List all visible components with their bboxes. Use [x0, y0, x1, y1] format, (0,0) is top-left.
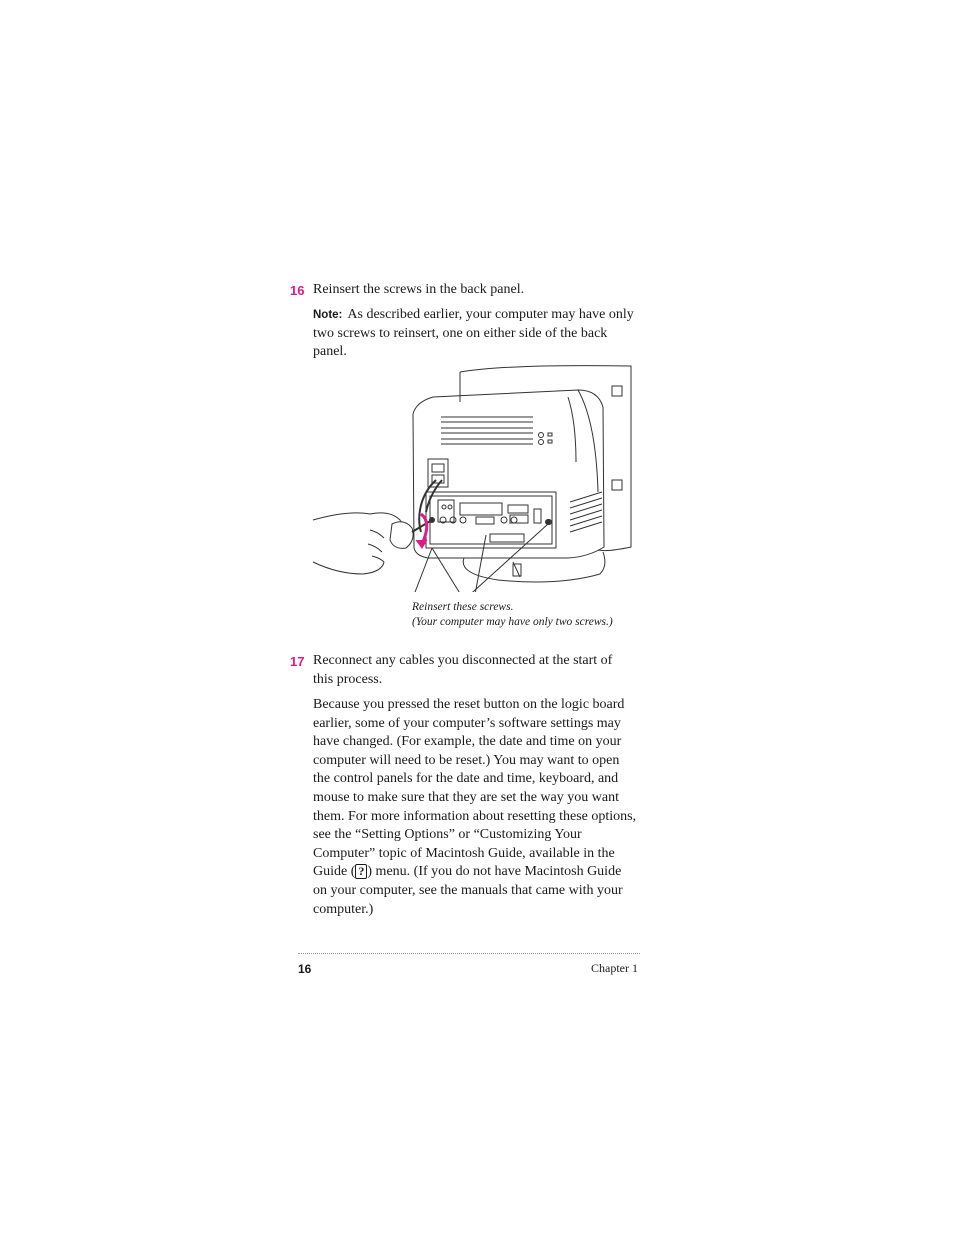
- chapter-label: Chapter 1: [591, 961, 638, 975]
- paragraph-text: Because you pressed the reset button on the logic board earlier, some of your computer’s software settings may have changed. (For example, the date and time on your computer will need to be reset.) You may want to open the control panels for the date and time, keyboard, and mouse to make sure that they are set the way you want them. For more information about resetting these options, see the “Setting Options” or “Customizing Your Computer” topic of Macintosh Guide, available in the Guide (: [313, 697, 637, 880]
- note-text: As described earlier, your computer may have only two screws to reinsert, one on either side of the back panel.: [313, 307, 634, 360]
- guide-question-icon: ?: [355, 864, 367, 879]
- note-paragraph: [313, 306, 638, 362]
- footer-divider: [298, 953, 640, 954]
- paragraph-end-text: ) menu. (If you do not have Macintosh Guide on your computer, see the manuals that came with your computer.): [313, 864, 623, 917]
- figure-caption-line-2: (Your computer may have only two screws.): [412, 616, 613, 628]
- step-17-number: 17: [290, 654, 305, 669]
- step-16-number: 16: [290, 283, 305, 298]
- step-17-text: Reconnect any cables you disconnected at the start of this process.: [313, 653, 613, 687]
- monitor-back-panel-screwdriver-illustration: [308, 362, 638, 592]
- note-label: Note:: [313, 309, 343, 321]
- figure-caption-line-1: Reinsert these screws.: [412, 601, 514, 613]
- page-number: 16: [298, 962, 312, 976]
- back-panel-illustration: [308, 362, 638, 592]
- step-16-text: Reinsert the screws in the back panel.: [313, 282, 525, 297]
- step-17-paragraph: [313, 696, 638, 919]
